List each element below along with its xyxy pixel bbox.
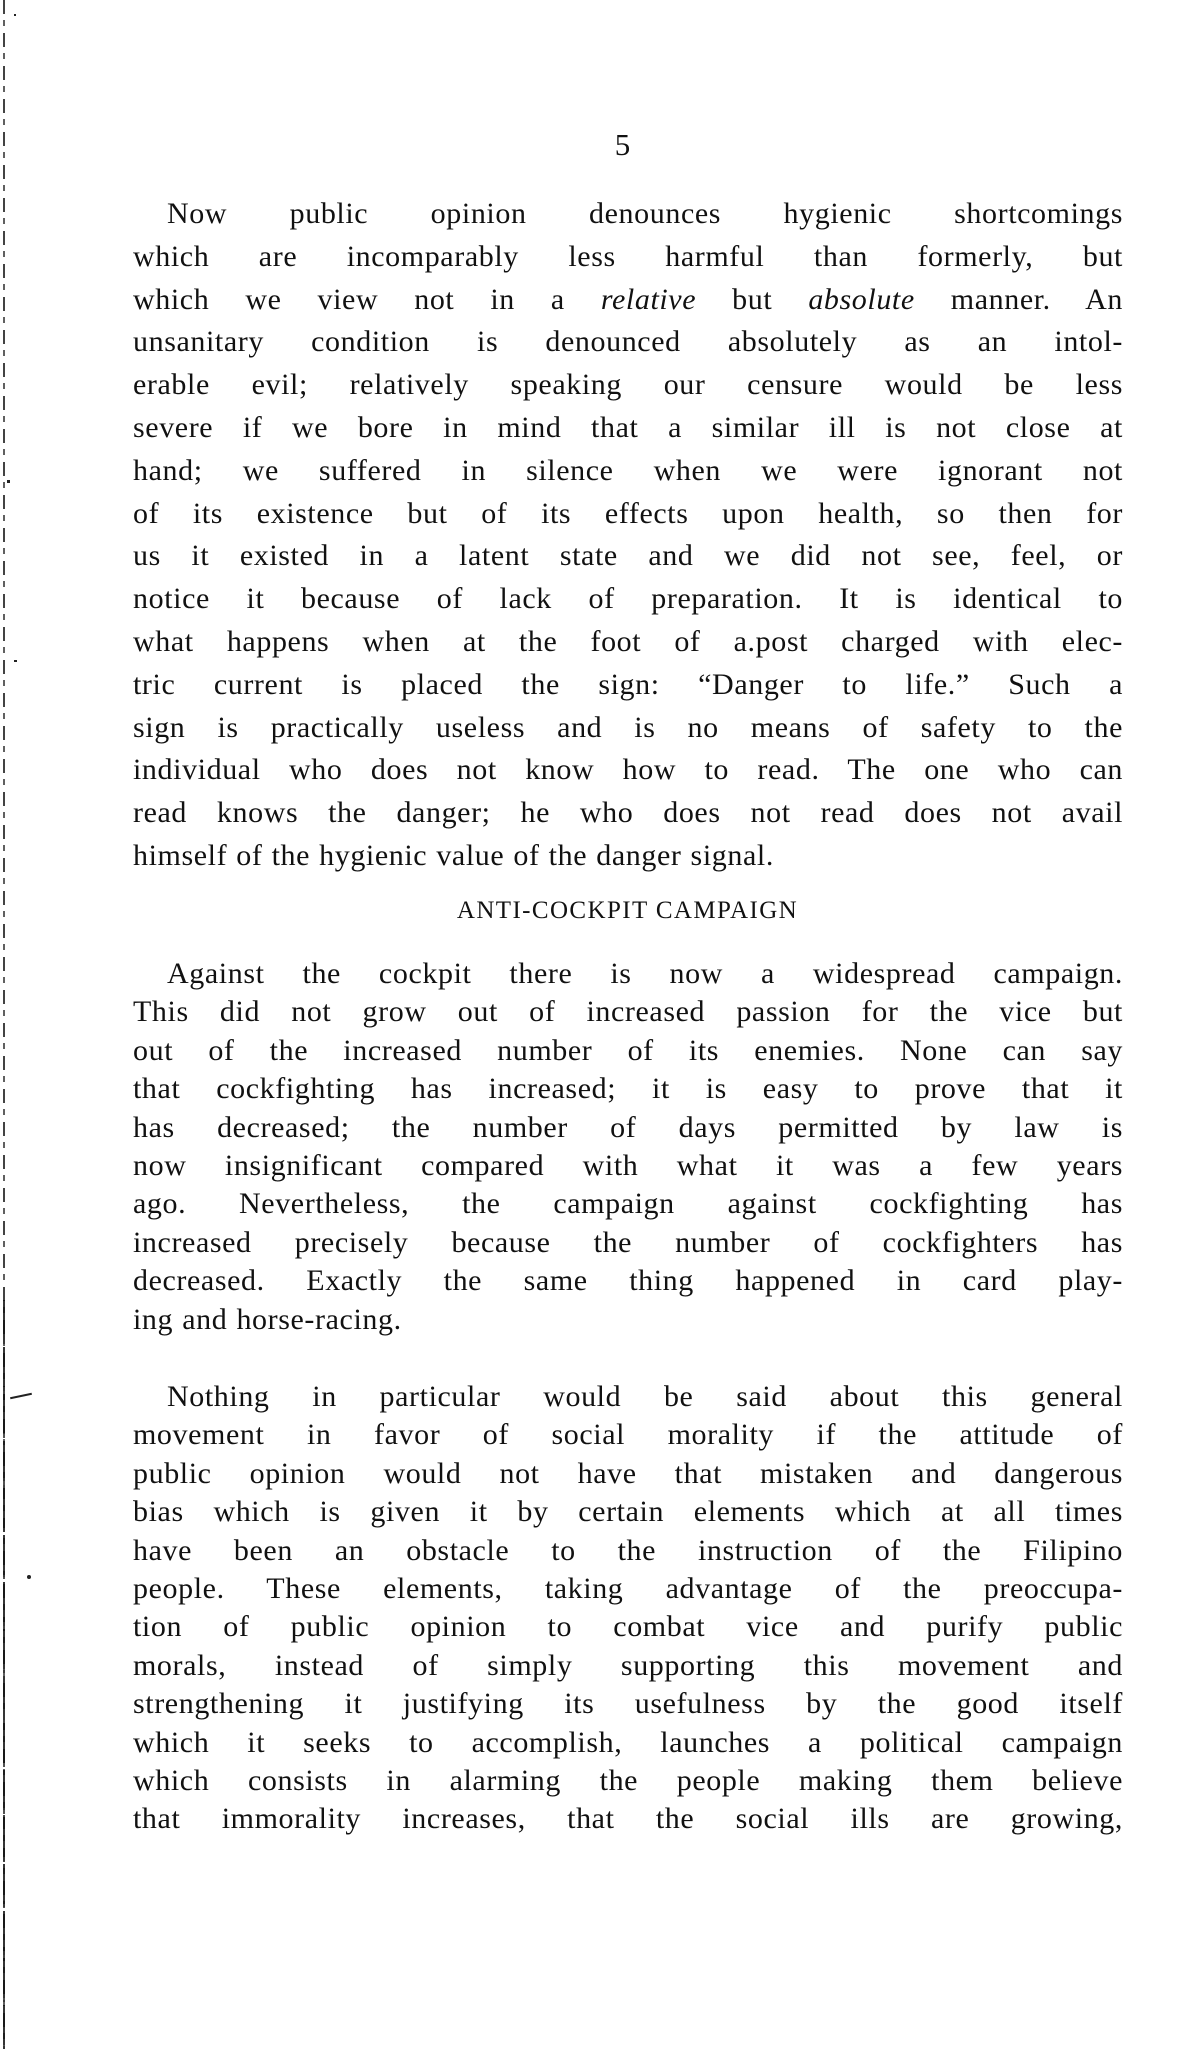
text-line: which consists in alarming the people making them believe	[133, 1763, 1123, 1797]
paragraph-1	[133, 193, 1123, 878]
emphasis-absolute: absolute	[808, 282, 915, 316]
text-line: strengthening it justifying its usefulness by the good itself	[133, 1687, 1123, 1721]
text-run: but	[696, 282, 809, 316]
text-line: us it existed in a latent state and we did not see, feel, or	[133, 539, 1123, 573]
text-line: that cockfighting has increased; it is easy to prove that it	[133, 1072, 1123, 1106]
text-line: This did not grow out of increased passion for the vice but	[133, 995, 1123, 1029]
text-line: unsanitary condition is denounced absolutely as an intol-	[133, 325, 1123, 359]
text-line: tric current is placed the sign: “Danger to life.” Such a	[133, 667, 1123, 701]
text-run: which we view not in a	[133, 282, 601, 316]
section-heading: ANTI-COCKPIT CAMPAIGN	[456, 897, 799, 924]
text-line: which are incomparably less harmful than formerly, but	[133, 239, 1123, 273]
scan-speck	[14, 660, 17, 662]
text-line: himself of the hygienic value of the danger signal.	[133, 838, 774, 872]
text-line: of its existence but of its effects upon health, so then for	[133, 496, 1123, 530]
text-line: public opinion would not have that mistaken and dangerous	[133, 1456, 1123, 1490]
scan-edge-artifact-lower	[3, 1300, 5, 2049]
text-line: Against the cockpit there is now a widespread campaign.	[167, 957, 1123, 990]
text-line: have been an obstacle to the instruction of the Filipino	[133, 1533, 1123, 1567]
text-line: individual who does not know how to read. The one who can	[133, 753, 1123, 787]
text-line	[133, 279, 1123, 322]
text-line: hand; we suffered in silence when we were ignorant not	[133, 453, 1123, 487]
scan-speck	[14, 14, 16, 16]
text-line: ing and horse-racing.	[133, 1302, 402, 1336]
text-line: out of the increased number of its enemies. None can say	[133, 1033, 1123, 1067]
text-line: morals, instead of simply supporting this movement and	[133, 1648, 1123, 1682]
text-line: movement in favor of social morality if the attitude of	[133, 1418, 1123, 1452]
paragraph-3	[133, 1378, 1123, 1839]
text-line: now insignificant compared with what it was a few years	[133, 1148, 1123, 1182]
text-line: tion of public opinion to combat vice and purify public	[133, 1610, 1123, 1644]
text-line: severe if we bore in mind that a similar ill is not close at	[133, 410, 1123, 444]
text-line: which it seeks to accomplish, launches a political campaign	[133, 1725, 1123, 1759]
text-line: has decreased; the number of days permitted by law is	[133, 1110, 1123, 1144]
text-line: notice it because of lack of preparation. It is identical to	[133, 582, 1123, 616]
emphasis-relative: relative	[600, 282, 697, 316]
scan-speck	[10, 1393, 32, 1400]
text-run: manner. An	[914, 282, 1123, 316]
paragraph-2	[133, 955, 1123, 1339]
text-line: what happens when at the foot of a.post charged with elec-	[133, 624, 1123, 658]
page-number: 5	[614, 127, 631, 162]
text-line: Nothing in particular would be said about this general	[167, 1380, 1123, 1413]
scan-speck	[7, 480, 10, 483]
text-line: read knows the danger; he who does not read does not avail	[133, 796, 1123, 830]
text-line: Now public opinion denounces hygienic shortcomings	[167, 197, 1123, 230]
text-line: sign is practically useless and is no means of safety to the	[133, 710, 1123, 744]
text-line: erable evil; relatively speaking our censure would be less	[133, 368, 1123, 402]
text-line: decreased. Exactly the same thing happened in card play-	[133, 1264, 1123, 1298]
text-line: ago. Nevertheless, the campaign against cockfighting has	[133, 1187, 1123, 1221]
text-line: bias which is given it by certain elements which at all times	[133, 1495, 1123, 1529]
text-line: increased precisely because the number of cockfighters has	[133, 1225, 1123, 1259]
text-line: that immorality increases, that the social ills are growing,	[133, 1802, 1123, 1836]
text-line: people. These elements, taking advantage of the preoccupa-	[133, 1571, 1123, 1605]
scan-speck	[27, 1575, 31, 1579]
